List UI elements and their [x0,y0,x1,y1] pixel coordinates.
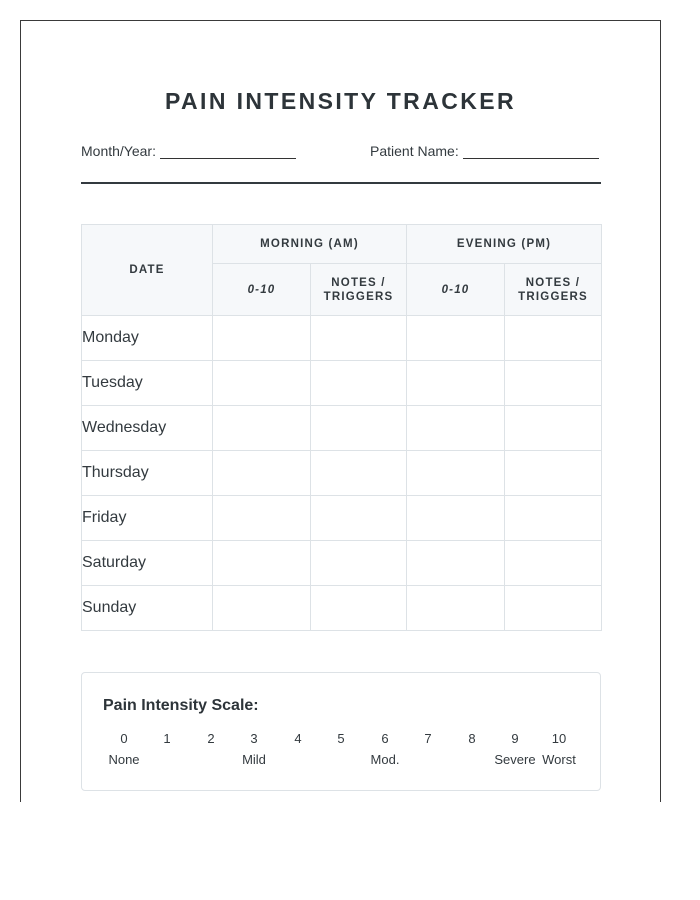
table-row [82,406,602,451]
month-year-label: Month/Year: [81,143,156,159]
evening-notes-header: NOTES / TRIGGERS [505,264,602,316]
scale-number: 1 [163,731,171,746]
day-label: Wednesday [82,406,213,451]
day-label: Monday [82,316,213,361]
morning-header: MORNING (AM) [213,225,407,264]
patient-name-blank[interactable] [463,144,599,159]
morning-notes-cell[interactable] [311,316,407,361]
day-label: Sunday [82,586,213,631]
day-label: Thursday [82,451,213,496]
morning-notes-cell[interactable] [311,406,407,451]
day-label: Friday [82,496,213,541]
table-row [82,451,602,496]
morning-notes-cell[interactable] [311,496,407,541]
patient-name-label: Patient Name: [370,143,459,159]
morning-notes-cell[interactable] [311,361,407,406]
patient-name-field[interactable] [370,143,599,159]
evening-notes-cell[interactable] [505,361,602,406]
morning-notes-cell[interactable] [311,451,407,496]
evening-score-cell[interactable] [407,361,505,406]
header-divider [81,182,601,184]
scale-number: 3 [250,731,258,746]
morning-score-cell[interactable] [213,496,311,541]
tracker-sheet [20,20,661,802]
scale-number: 10 [551,731,567,746]
tracker-table [81,224,602,631]
morning-score-cell[interactable] [213,451,311,496]
morning-notes-cell[interactable] [311,586,407,631]
scale-label-moderate: Mod. [370,752,400,767]
evening-score-cell[interactable] [407,316,505,361]
evening-header: EVENING (PM) [407,225,602,264]
table-row [82,361,602,406]
month-year-field[interactable] [81,143,296,159]
table-row [82,586,602,631]
scale-label-mild: Mild [242,752,266,767]
scale-number: 2 [207,731,215,746]
morning-score-cell[interactable] [213,586,311,631]
scale-number: 5 [337,731,345,746]
scale-label-severe: Severe [494,752,536,767]
morning-notes-header: NOTES / TRIGGERS [311,264,407,316]
evening-notes-cell[interactable] [505,406,602,451]
month-year-blank[interactable] [160,144,296,159]
evening-score-cell[interactable] [407,586,505,631]
evening-notes-cell[interactable] [505,451,602,496]
evening-notes-cell[interactable] [505,496,602,541]
legend-title: Pain Intensity Scale: [103,697,259,714]
scale-number: 8 [468,731,476,746]
table-row [82,316,602,361]
morning-score-cell[interactable] [213,406,311,451]
morning-score-cell[interactable] [213,316,311,361]
morning-score-cell[interactable] [213,361,311,406]
pain-scale-legend [81,672,601,791]
evening-scale-header: 0-10 [407,264,505,316]
evening-notes-cell[interactable] [505,541,602,586]
scale-number: 7 [424,731,432,746]
morning-score-cell[interactable] [213,541,311,586]
scale-number: 0 [120,731,128,746]
evening-score-cell[interactable] [407,451,505,496]
page-title: PAIN INTENSITY TRACKER [165,88,516,114]
scale-number: 6 [381,731,389,746]
day-label: Saturday [82,541,213,586]
evening-notes-cell[interactable] [505,586,602,631]
evening-notes-cell[interactable] [505,316,602,361]
scale-label-none: None [108,752,140,767]
morning-scale-header: 0-10 [213,264,311,316]
scale-label-worst: Worst [542,752,576,767]
morning-notes-cell[interactable] [311,541,407,586]
table-row [82,496,602,541]
date-header: DATE [82,225,213,316]
evening-score-cell[interactable] [407,406,505,451]
day-label: Tuesday [82,361,213,406]
scale-number: 4 [294,731,302,746]
evening-score-cell[interactable] [407,496,505,541]
evening-score-cell[interactable] [407,541,505,586]
table-row [82,541,602,586]
scale-number: 9 [511,731,519,746]
